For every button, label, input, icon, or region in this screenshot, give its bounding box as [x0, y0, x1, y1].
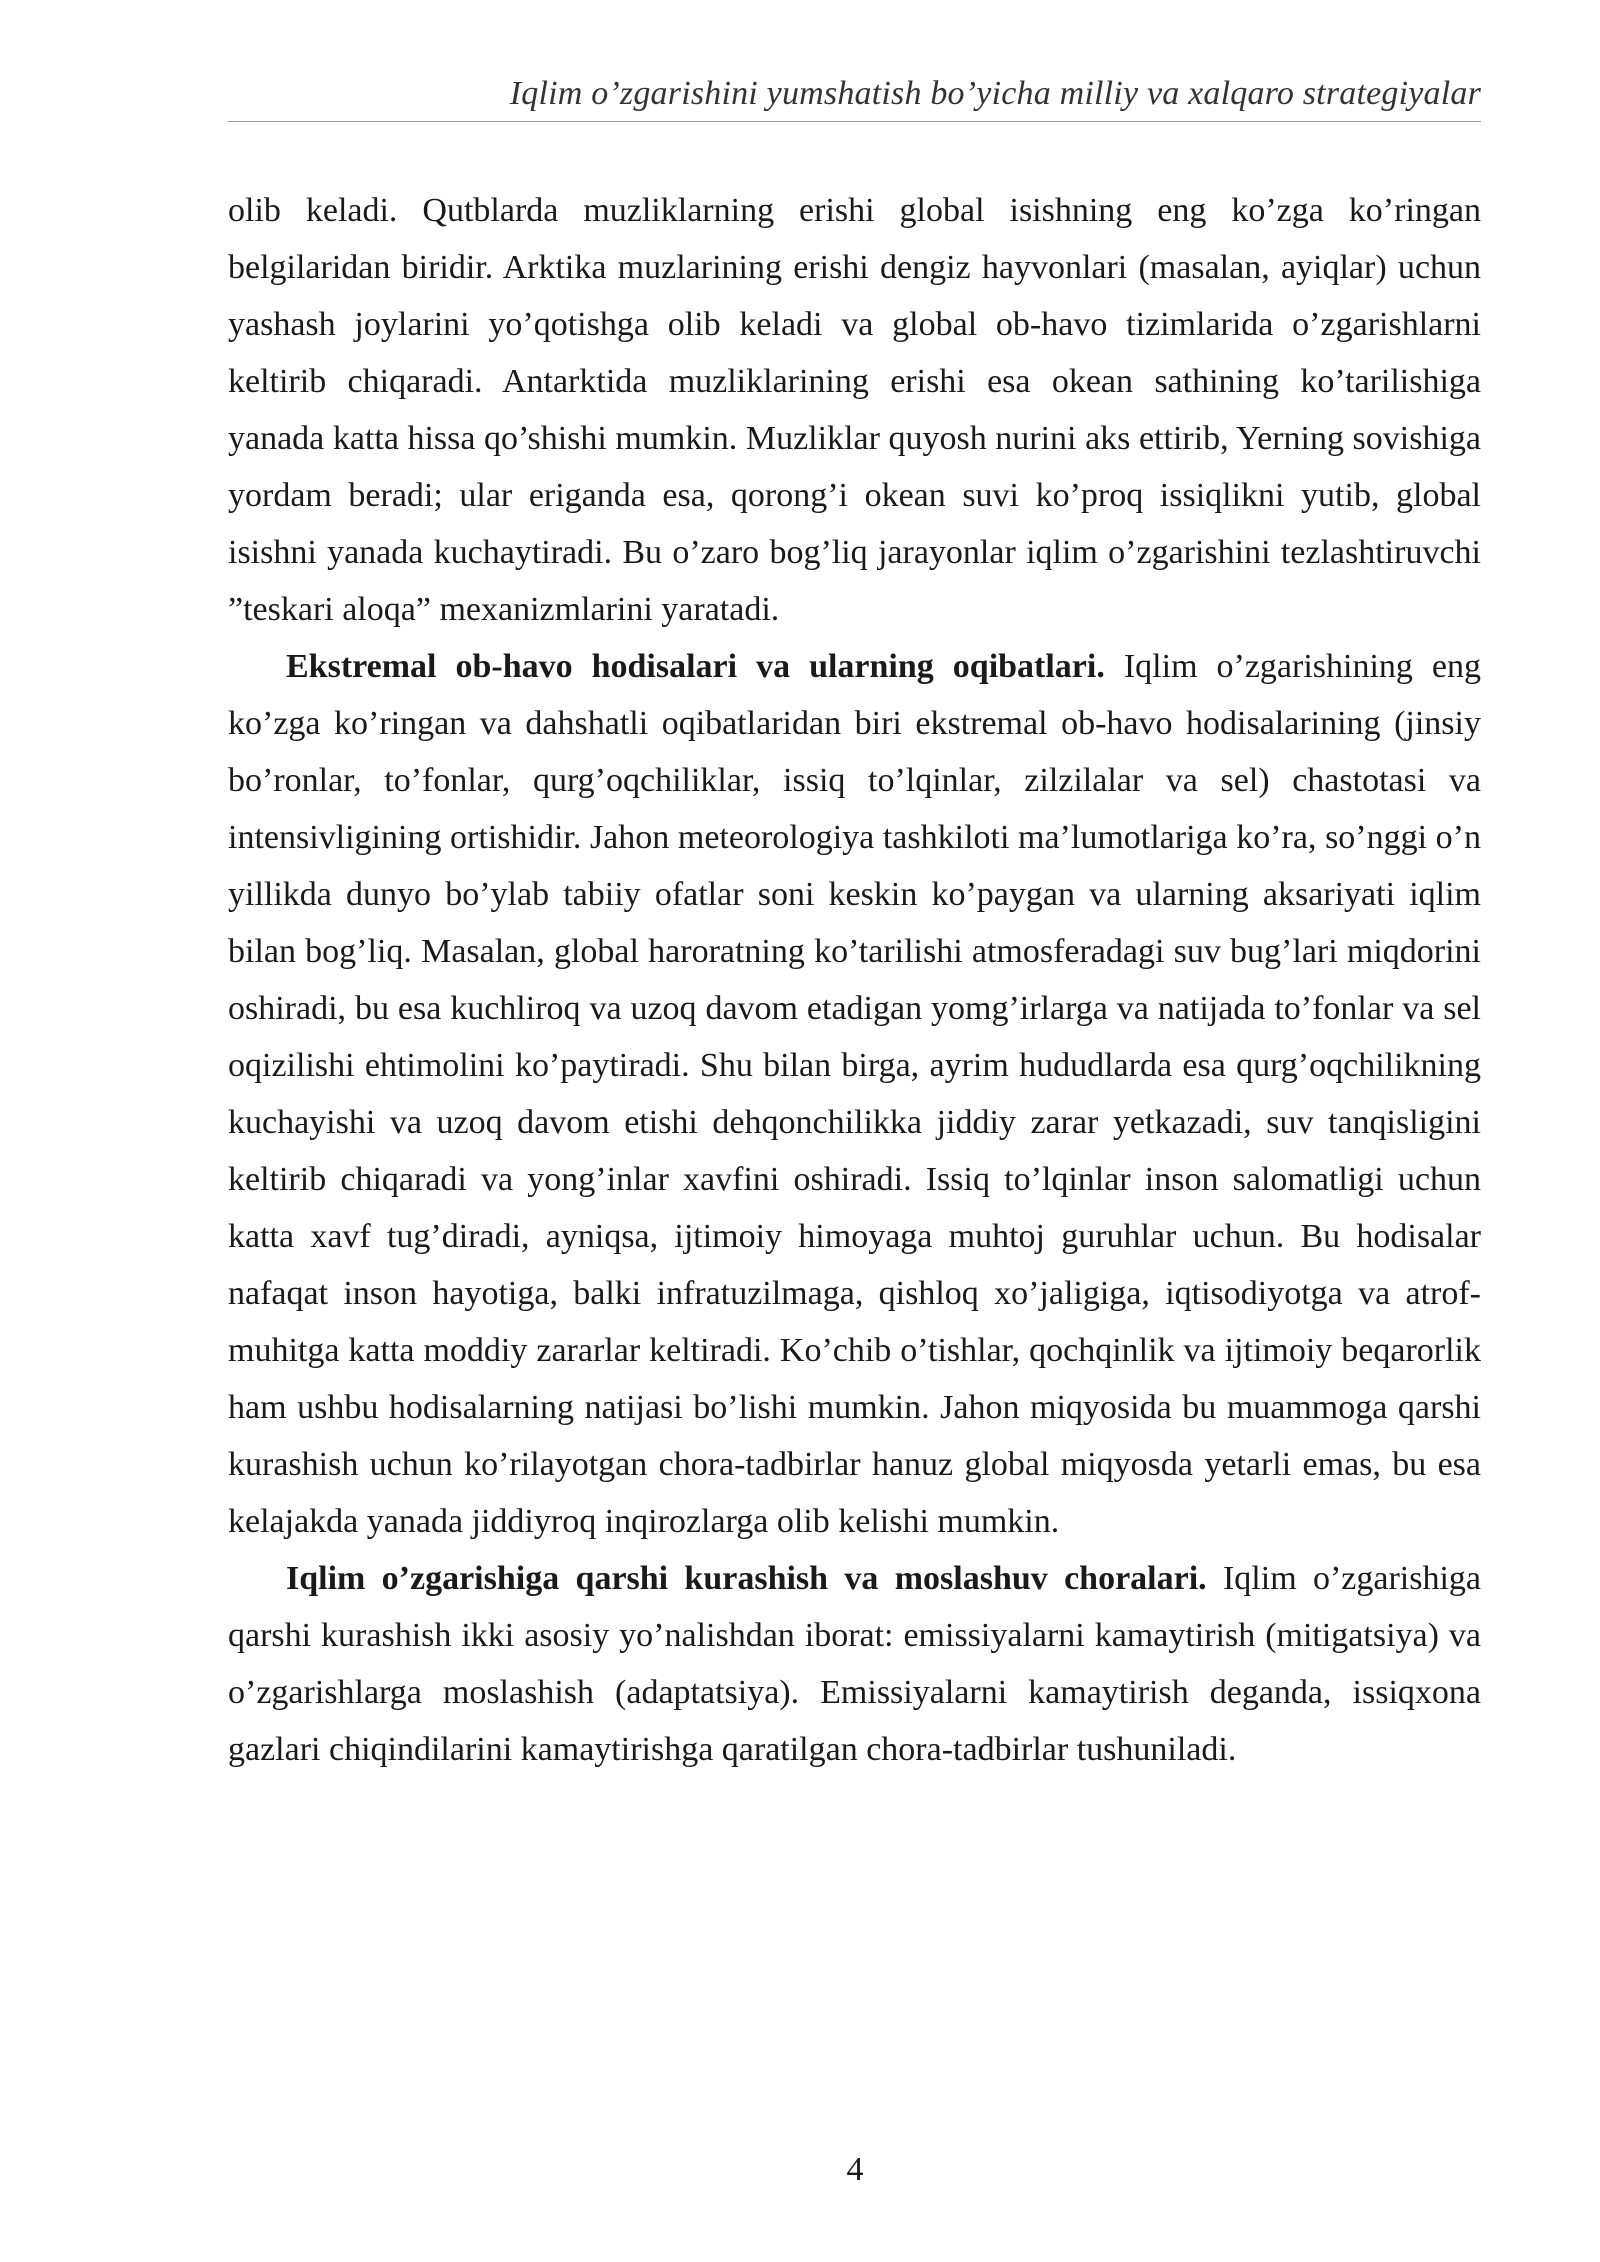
paragraph-text: Iqlim o’zgarishining eng ko’zga ko’ringan va dahshatli oqibatlaridan biri ekstremal ob-havo hodisalarining (jinsiy bo’ronlar, to’fonlar, qurg’oqchiliklar, issiq to’lqinlar, zilzilalar va sel) chastotasi va intensivligining ortishidir. Jahon meteorologiya tashkiloti ma’lumotlariga ko’ra, so’nggi o’n yillikda dunyo bo’ylab tabiiy ofatlar soni keskin ko’paygan va ularning aksariyati iqlim bilan bog’liq. Masalan, global haroratning ko’tarilishi atmosferadagi suv bug’lari miqdorini oshiradi, bu esa kuchliroq va uzoq davom etadigan yomg’irlarga va natijada to’fonlar va sel oqizilishi ehtimolini ko’paytiradi. Shu bilan birga, ayrim hududlarda esa qurg’oqchilikning kuchayishi va uzoq davom etishi dehqonchilikka jiddiy zarar yetkazadi, suv tanqisligini keltirib chiqaradi va yong’inlar xavfini oshiradi. Issiq to’lqinlar inson salomatligi uchun katta xavf tug’diradi, ayniqsa, ijtimoiy himoyaga muhtoj guruhlar uchun. Bu hodisalar nafaqat inson hayotiga, balki infratuzilmaga, qishloq xo’jaligiga, iqtisodiyotga va atrof-muhitga katta moddiy zararlar keltiradi. Ko’chib o’tishlar, qochqinlik va ijtimoiy beqarorlik ham ushbu hodisalarning natijasi bo’lishi mumkin. Jahon miqyosida bu muammoga qarshi kurashish uchun ko’rilayotgan chora-tadbirlar hanuz global miqyosda yetarli emas, bu esa kelajakda yanada jiddiyroq inqirozlarga olib kelishi mumkin. — [228, 648, 1481, 1540]
section-lead-heading: Iqlim o’zgarishiga qarshi kurashish va moslashuv choralari. — [286, 1560, 1207, 1597]
page-body — [228, 182, 1481, 1778]
paragraph-glaciers — [228, 182, 1481, 638]
paragraph-text: Iqlim o’zgarishiga qarshi kurashish ikki asosiy yo’nalishdan iborat: emissiyalarni kamaytirish (mitigatsiya) va o’zgarishlarga moslashish (adaptatsiya). Emissiyalarni kamaytirish deganda, issiqxona gazlari chiqindilarini kamaytirishga qaratilgan chora-tadbirlar tushuniladi. — [228, 1560, 1481, 1768]
paragraph-extreme-weather — [228, 638, 1481, 1550]
section-lead-heading: Ekstremal ob-havo hodisalari va ularning oqibatlari. — [286, 648, 1105, 685]
paragraph-text: olib keladi. Qutblarda muzliklarning erishi global isishning eng ko’zga ko’ringan belgilaridan biridir. Arktika muzlarining erishi dengiz hayvonlari (masalan, ayiqlar) uchun yashash joylarini yo’qotishga olib keladi va global ob-havo tizimlarida o’zgarishlarni keltirib chiqaradi. Antarktida muzliklarining erishi esa okean sathining ko’tarilishiga yanada katta hissa qo’shishi mumkin. Muzliklar quyosh nurini aks ettirib, Yerning sovishiga yordam beradi; ular eriganda esa, qorong’i okean suvi ko’proq issiqlikni yutib, global isishni yanada kuchaytiradi. Bu o’zaro bog’liq jarayonlar iqlim o’zgarishini tezlashtiruvchi ”teskari aloqa” mexanizmlarini yaratadi. — [228, 192, 1481, 628]
page-number: 4 — [846, 2151, 864, 2188]
running-header-title: Iqlim o’zgarishini yumshatish bo’yicha milliy va xalqaro strategiyalar — [509, 75, 1481, 112]
paragraph-mitigation-adaptation — [228, 1550, 1481, 1778]
header-divider — [228, 121, 1481, 122]
